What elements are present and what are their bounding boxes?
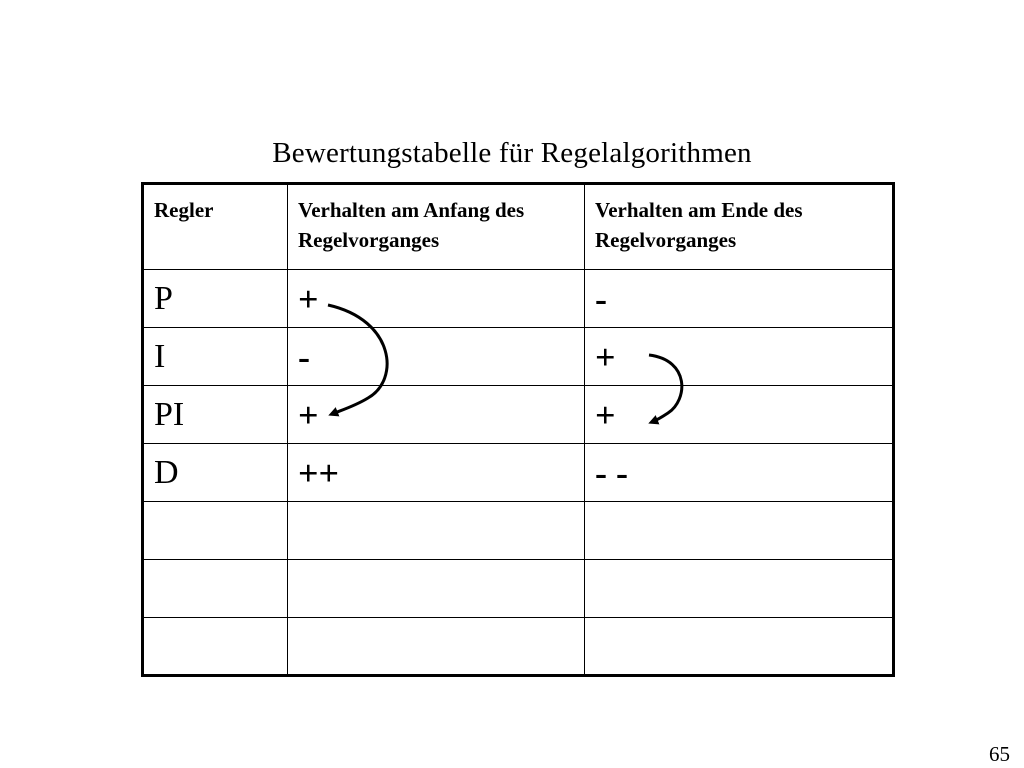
table-row xyxy=(143,618,894,676)
regler-cell: I xyxy=(143,328,288,386)
table-row xyxy=(143,386,894,444)
anfang-cell: + xyxy=(288,270,585,328)
anfang-cell xyxy=(288,560,585,618)
regler-cell: D xyxy=(143,444,288,502)
regler-cell xyxy=(143,618,288,676)
table-row xyxy=(143,502,894,560)
regler-cell xyxy=(143,502,288,560)
header-regler: Regler xyxy=(143,184,288,270)
regler-cell: PI xyxy=(143,386,288,444)
slide-title: Bewertungstabelle für Regelalgorithmen xyxy=(272,137,752,169)
anfang-cell xyxy=(288,502,585,560)
regler-cell xyxy=(143,560,288,618)
table-row xyxy=(143,328,894,386)
regler-cell: P xyxy=(143,270,288,328)
ende-cell: + xyxy=(585,386,894,444)
anfang-cell: ++ xyxy=(288,444,585,502)
ende-cell xyxy=(585,560,894,618)
anfang-cell: - xyxy=(288,328,585,386)
table-row xyxy=(143,444,894,502)
ende-cell xyxy=(585,502,894,560)
anfang-cell: + xyxy=(288,386,585,444)
header-ende: Verhalten am Ende des Regelvorganges xyxy=(585,184,894,270)
ende-cell: - - xyxy=(585,444,894,502)
table-row xyxy=(143,560,894,618)
table-header-row xyxy=(143,184,894,270)
anfang-cell xyxy=(288,618,585,676)
ende-cell: - xyxy=(585,270,894,328)
evaluation-table-container xyxy=(141,182,892,676)
header-anfang: Verhalten am Anfang des Regelvorganges xyxy=(288,184,585,270)
table-row xyxy=(143,270,894,328)
ende-cell: + xyxy=(585,328,894,386)
evaluation-table xyxy=(141,182,895,677)
ende-cell xyxy=(585,618,894,676)
page-number: 65 xyxy=(989,742,1010,766)
